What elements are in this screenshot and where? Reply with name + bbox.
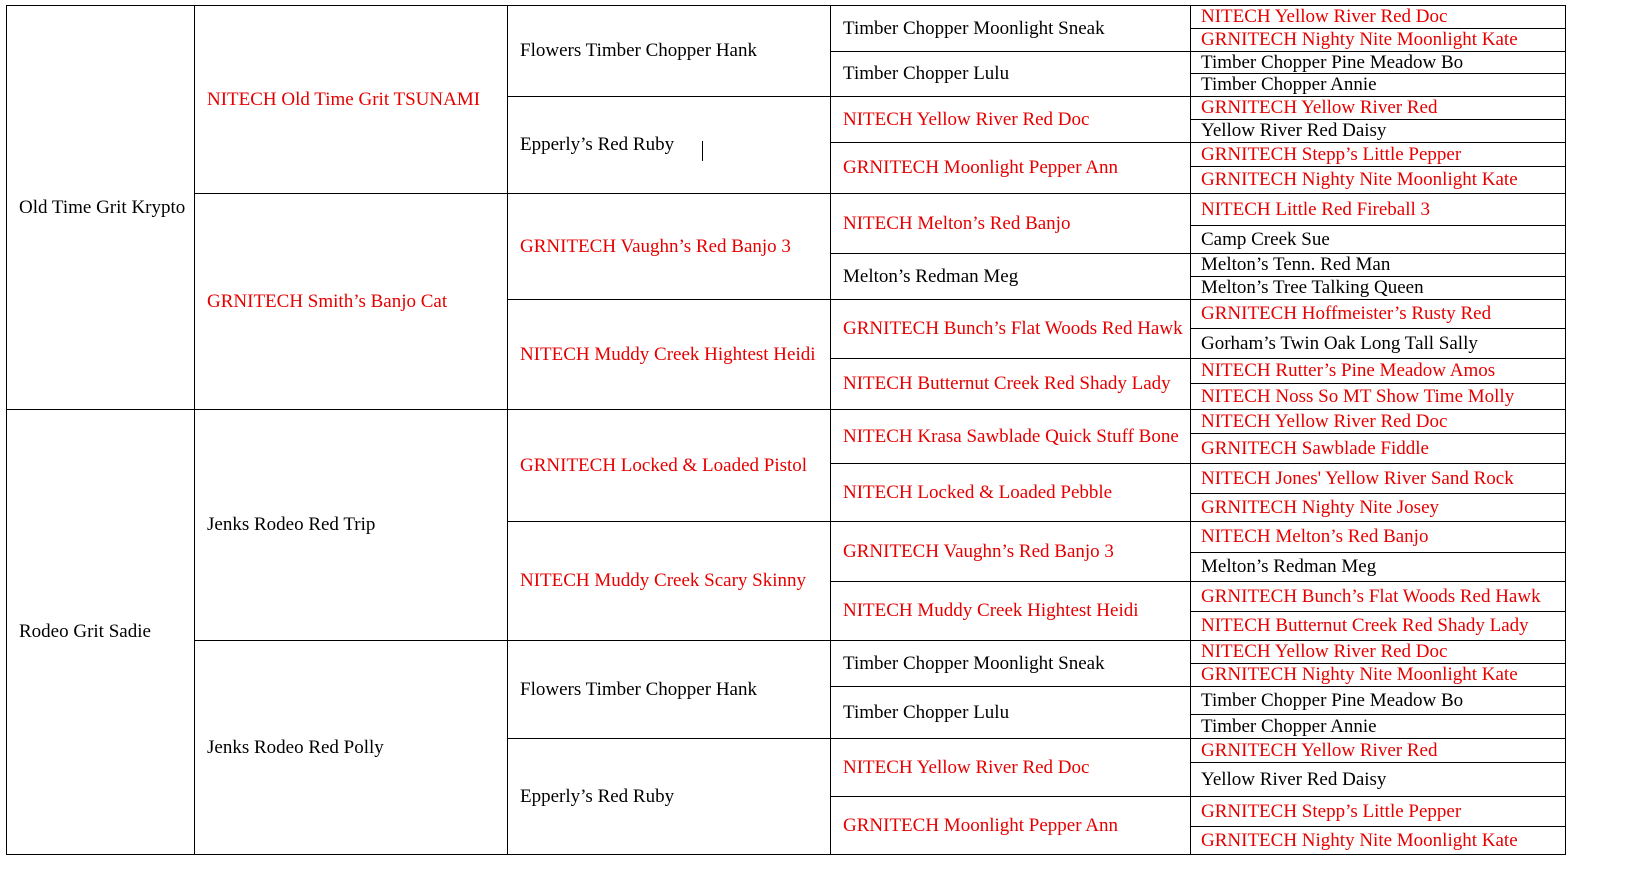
- gen3-cell: NITECH Muddy Creek Scary Skinny: [520, 570, 807, 591]
- gen3-cell: Epperly’s Red Ruby: [520, 134, 675, 155]
- gen5-cell: GRNITECH Nighty Nite Moonlight Kate: [1201, 169, 1518, 190]
- gen4-cell: GRNITECH Bunch’s Flat Woods Red Hawk: [843, 318, 1183, 339]
- gen3-cell: Epperly’s Red Ruby: [520, 785, 675, 807]
- gen4-cell: GRNITECH Moonlight Pepper Ann: [843, 814, 1118, 836]
- gen5-cell: Timber Chopper Pine Meadow Bo: [1201, 52, 1464, 73]
- gen5-cell: GRNITECH Nighty Nite Moonlight Kate: [1201, 664, 1518, 685]
- gen5-cell: GRNITECH Stepp’s Little Pepper: [1201, 143, 1462, 165]
- gen5-cell: NITECH Yellow River Red Doc: [1201, 410, 1448, 432]
- gen3-cell: GRNITECH Locked & Loaded Pistol: [520, 454, 808, 476]
- gen5-cell: Melton’s Tree Talking Queen: [1201, 277, 1424, 298]
- gen1-cell: Rodeo Grit Sadie: [19, 621, 151, 642]
- gen5-cell: NITECH Little Red Fireball 3: [1201, 198, 1431, 220]
- column-rule: [1565, 5, 1566, 855]
- gen4-cell: GRNITECH Moonlight Pepper Ann: [843, 157, 1118, 178]
- gen4-cell: Timber Chopper Moonlight Sneak: [843, 652, 1105, 674]
- gen4-cell: Timber Chopper Moonlight Sneak: [843, 17, 1105, 39]
- gen1-cell: Old Time Grit Krypto: [19, 196, 186, 218]
- gen5-cell: NITECH Jones' Yellow River Sand Rock: [1201, 467, 1514, 489]
- gen4-cell: NITECH Yellow River Red Doc: [843, 756, 1090, 778]
- table-border-bottom: [6, 854, 1566, 855]
- gen3-cell: NITECH Muddy Creek Hightest Heidi: [520, 343, 816, 365]
- gen3-cell: Flowers Timber Chopper Hank: [520, 40, 757, 61]
- gen2-cell: Jenks Rodeo Red Polly: [207, 736, 384, 758]
- gen2-cell: Jenks Rodeo Red Trip: [207, 514, 376, 535]
- gen5-cell: NITECH Yellow River Red Doc: [1201, 641, 1448, 662]
- gen5-cell: GRNITECH Nighty Nite Josey: [1201, 496, 1440, 518]
- gen5-cell: Timber Chopper Annie: [1201, 715, 1377, 737]
- gen5-cell: GRNITECH Yellow River Red: [1201, 739, 1438, 761]
- gen5-cell: Gorham’s Twin Oak Long Tall Sally: [1201, 332, 1478, 354]
- gen5-cell: GRNITECH Sawblade Fiddle: [1201, 437, 1429, 459]
- gen5-cell: GRNITECH Hoffmeister’s Rusty Red: [1201, 303, 1492, 324]
- gen5-cell: Camp Creek Sue: [1201, 228, 1330, 250]
- gen3-cell: Flowers Timber Chopper Hank: [520, 678, 757, 700]
- gen5-cell: Yellow River Red Daisy: [1201, 120, 1387, 141]
- gen5-cell: GRNITECH Yellow River Red: [1201, 97, 1438, 118]
- gen5-cell: Melton’s Tenn. Red Man: [1201, 254, 1391, 275]
- gen4-cell: NITECH Locked & Loaded Pebble: [843, 481, 1113, 503]
- gen2-cell: GRNITECH Smith’s Banjo Cat: [207, 290, 448, 312]
- gen5-cell: GRNITECH Bunch’s Flat Woods Red Hawk: [1201, 585, 1541, 607]
- gen5-cell: NITECH Noss So MT Show Time Molly: [1201, 385, 1515, 407]
- gen4-cell: Timber Chopper Lulu: [843, 701, 1010, 723]
- gen5-cell: NITECH Yellow River Red Doc: [1201, 6, 1448, 27]
- gen5-cell: NITECH Rutter’s Pine Meadow Amos: [1201, 360, 1496, 381]
- gen4-cell: NITECH Muddy Creek Hightest Heidi: [843, 600, 1139, 621]
- gen5-cell: GRNITECH Stepp’s Little Pepper: [1201, 800, 1462, 822]
- gen3-cell: GRNITECH Vaughn’s Red Banjo 3: [520, 235, 791, 257]
- gen4-cell: NITECH Melton’s Red Banjo: [843, 212, 1071, 234]
- gen4-cell: NITECH Krasa Sawblade Quick Stuff Bone: [843, 425, 1179, 447]
- gen4-cell: Timber Chopper Lulu: [843, 63, 1010, 84]
- gen5-cell: NITECH Melton’s Red Banjo: [1201, 526, 1429, 547]
- gen5-cell: NITECH Butternut Creek Red Shady Lady: [1201, 615, 1529, 636]
- gen5-cell: Timber Chopper Pine Meadow Bo: [1201, 689, 1464, 711]
- gen4-cell: GRNITECH Vaughn’s Red Banjo 3: [843, 540, 1114, 562]
- gen5-cell: GRNITECH Nighty Nite Moonlight Kate: [1201, 29, 1518, 50]
- gen5-cell: Melton’s Redman Meg: [1201, 556, 1377, 577]
- gen5-cell: Timber Chopper Annie: [1201, 74, 1377, 95]
- gen2-cell: NITECH Old Time Grit TSUNAMI: [207, 88, 481, 110]
- gen5-cell: GRNITECH Nighty Nite Moonlight Kate: [1201, 829, 1518, 851]
- gen4-cell: Melton’s Redman Meg: [843, 265, 1019, 287]
- text-cursor: [702, 141, 703, 161]
- gen4-cell: NITECH Yellow River Red Doc: [843, 108, 1090, 130]
- gen4-cell: NITECH Butternut Creek Red Shady Lady: [843, 373, 1171, 394]
- gen5-cell: Yellow River Red Daisy: [1201, 768, 1387, 790]
